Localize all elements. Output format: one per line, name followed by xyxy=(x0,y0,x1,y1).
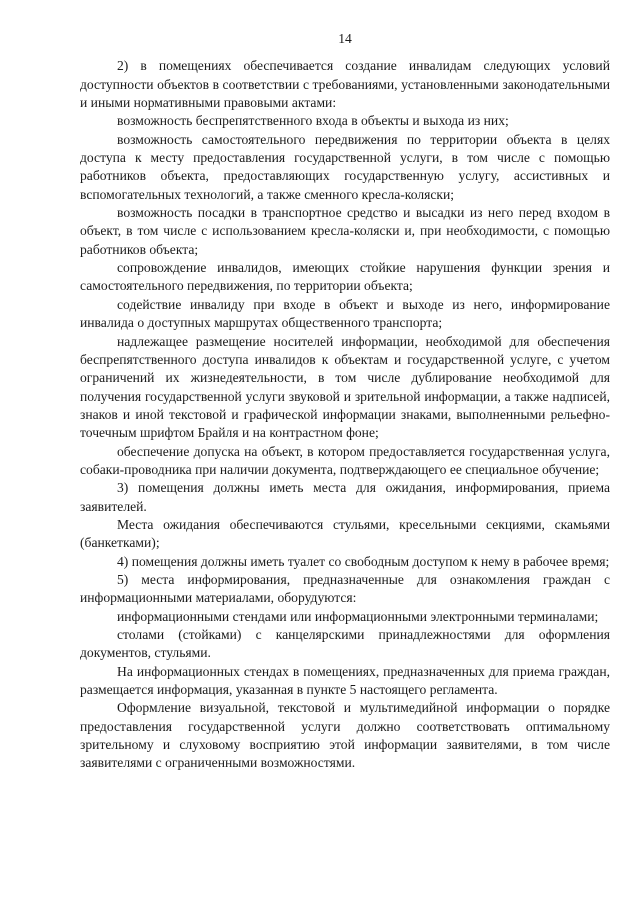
page-number: 14 xyxy=(338,31,352,46)
paragraph-entry-exit: возможность беспрепятственного входа в объекты и выхода из них; xyxy=(117,113,509,129)
document-page xyxy=(80,30,610,773)
paragraph-stand-info: На информационных стендах в помещениях, предназначенных для приема граждан, размещается информация, указанная в пункте 5 настоящего регламента. xyxy=(80,663,610,698)
paragraph-toilet: 4) помещения должны иметь туалет со свободным доступом к нему в рабочее время; xyxy=(117,553,610,569)
paragraph-information-placement: надлежащее размещение носителей информации, необходимой для обеспечения беспрепятственного доступа инвалидов к объектам и государственной услуге, с учетом ограничений их жизнедеятельности, в том числе дублирование необходимой для получения государственной услуги звуковой и зрительной информации, а также надписей, знаков и иной текстовой и графической информации знаками, выполненными рельефно-точечным шрифтом Брайля и на контрастном фоне; xyxy=(80,333,610,441)
paragraph-waiting-places: 3) помещения должны иметь места для ожидания, информирования, приема заявителей. xyxy=(80,480,610,514)
paragraph-info-stands: информационными стендами или информационными электронными терминалами; xyxy=(117,608,599,624)
paragraph-information-places: 5) места информирования, предназначенные для ознакомления граждан с информационными материалами, оборудуются: xyxy=(80,571,610,606)
paragraph-transport-boarding: возможность посадки в транспортное средство и высадки из него перед входом в объект, в том числе с использованием кресла-коляски и, при необходимости, с помощью работников объекта; xyxy=(80,205,610,257)
paragraph-assistance: содействие инвалиду при входе в объект и выходе из него, информирование инвалида о доступных маршрутах общественного транспорта; xyxy=(80,296,610,331)
paragraph-independent-movement: возможность самостоятельного передвижения по территории объекта в целях доступа к месту предоставления государственной услуги, в том числе с помощью работников объекта, предоставляющих государственную услугу, ассистивных и вспомогательных технологий, а также сменного кресла-коляски; xyxy=(80,131,610,202)
paragraph-information-design: Оформление визуальной, текстовой и мультимедийной информации о порядке предоставления государственной услуги должно соответствовать оптимальному зрительному и слуховому восприятию этой информации заявителями, в том числе заявителями с ограниченными возможностями. xyxy=(80,700,610,771)
paragraph-escort: сопровождение инвалидов, имеющих стойкие нарушения функции зрения и самостоятельного передвижения, по территории объекта; xyxy=(80,260,610,294)
paragraph-waiting-seating: Места ожидания обеспечиваются стульями, кресельными секциями, скамьями (банкетками); xyxy=(80,516,610,551)
paragraph-tables: столами (стойками) с канцелярскими принадлежностями для оформления документов, стульями. xyxy=(80,627,610,661)
paragraph-accessibility-conditions: 2) в помещениях обеспечивается создание инвалидам следующих условий доступности объектов в соответствии с требованиями, установленными законодательными и иными нормативными правовыми актами: xyxy=(80,58,610,111)
paragraph-guide-dog: обеспечение допуска на объект, в котором предоставляется государственная услуга, собаки-проводника при наличии документа, подтверждающего ее специальное обучение; xyxy=(80,443,610,477)
